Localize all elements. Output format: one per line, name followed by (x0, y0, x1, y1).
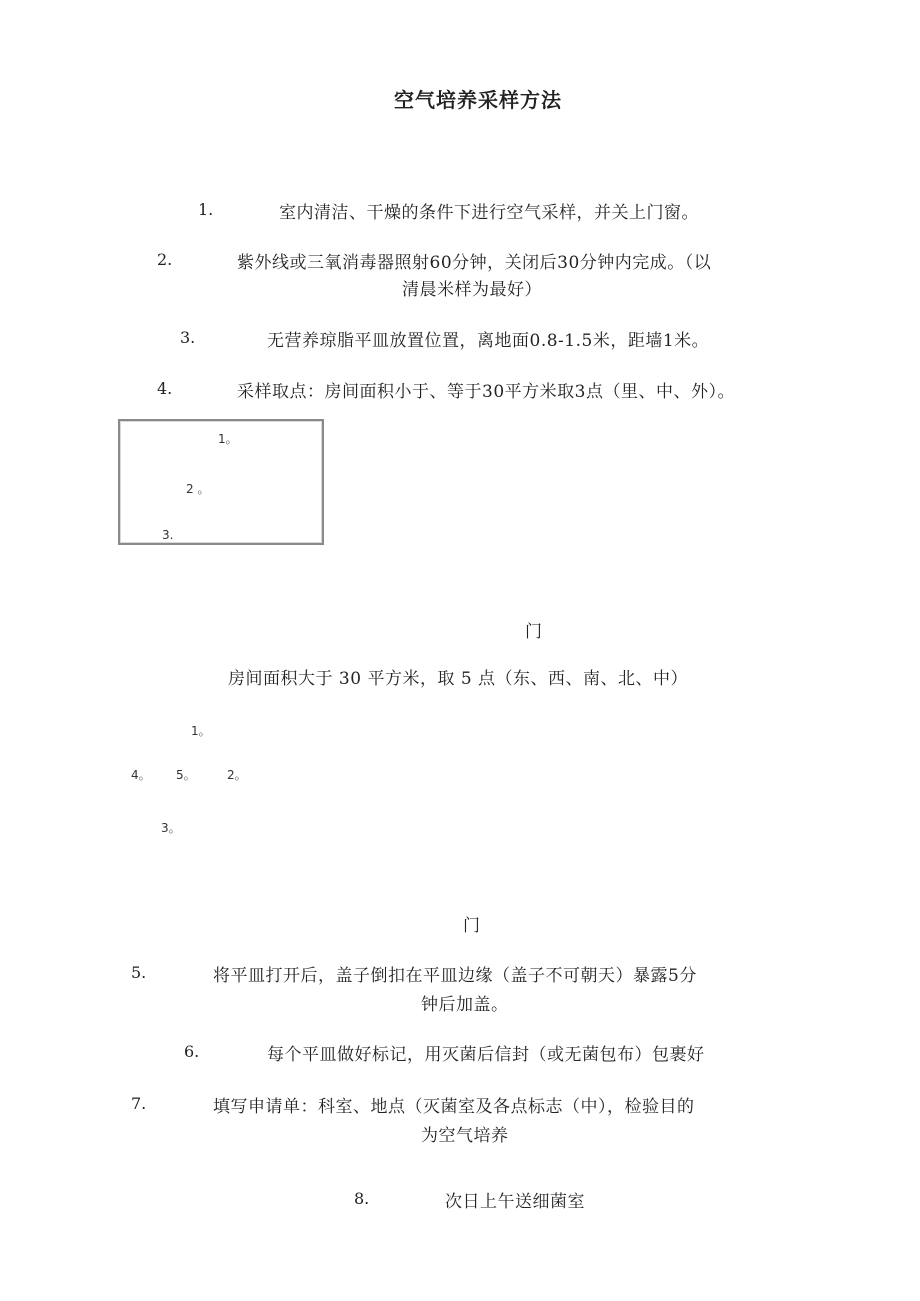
large-room-door-label: 门 (463, 916, 481, 936)
step-7-text: 填写申请单：科室、地点（灭菌室及各点标志（中），检验目的 (213, 1097, 695, 1117)
step-6-number: 6. (184, 1042, 200, 1061)
small-room-point-2: 2 。 (186, 482, 210, 496)
step-3-text: 无营养琼脂平皿放置位置，离地面0.8-1.5米，距墙1米。 (267, 331, 710, 351)
small-room-point-3: 3. (162, 528, 174, 542)
large-room-point-2: 2。 (227, 768, 247, 782)
step-2-text: 紫外线或三氧消毒器照射60分钟，关闭后30分钟内完成。（以 (237, 253, 712, 273)
step-4-text: 采样取点：房间面积小于、等于30平方米取3点（里、中、外）。 (237, 382, 735, 402)
step-7-text-cont: 为空气培养 (421, 1126, 509, 1146)
step-5-number: 5. (131, 963, 147, 982)
page-title: 空气培养采样方法 (394, 88, 562, 112)
step-3-number: 3. (180, 328, 196, 347)
step-7-number: 7. (131, 1094, 147, 1113)
large-room-point-4: 4。 (131, 768, 151, 782)
small-room-point-1: 1。 (218, 432, 238, 446)
step-4-number: 4. (157, 379, 173, 398)
step-1-number: 1. (198, 200, 214, 219)
large-room-heading: 房间面积大于 30 平方米，取 5 点（东、西、南、北、中） (228, 669, 689, 689)
step-2-text-cont: 清晨米样为最好） (402, 280, 542, 300)
small-room-door-label: 门 (525, 622, 543, 642)
step-5-text-cont: 钟后加盖。 (421, 995, 509, 1015)
step-1-text: 室内清洁、干燥的条件下进行空气采样，并关上门窗。 (279, 203, 699, 223)
step-5-text: 将平皿打开后，盖子倒扣在平皿边缘（盖子不可朝天）暴露5分 (213, 966, 697, 986)
step-8-number: 8. (354, 1189, 370, 1208)
large-room-point-5: 5。 (176, 768, 196, 782)
step-8-text: 次日上午送细菌室 (445, 1192, 585, 1212)
step-6-text: 每个平皿做好标记，用灭菌后信封（或无菌包布）包裹好 (267, 1045, 705, 1065)
step-2-number: 2. (157, 250, 173, 269)
large-room-point-1: 1。 (191, 724, 211, 738)
large-room-point-3: 3。 (161, 821, 181, 835)
